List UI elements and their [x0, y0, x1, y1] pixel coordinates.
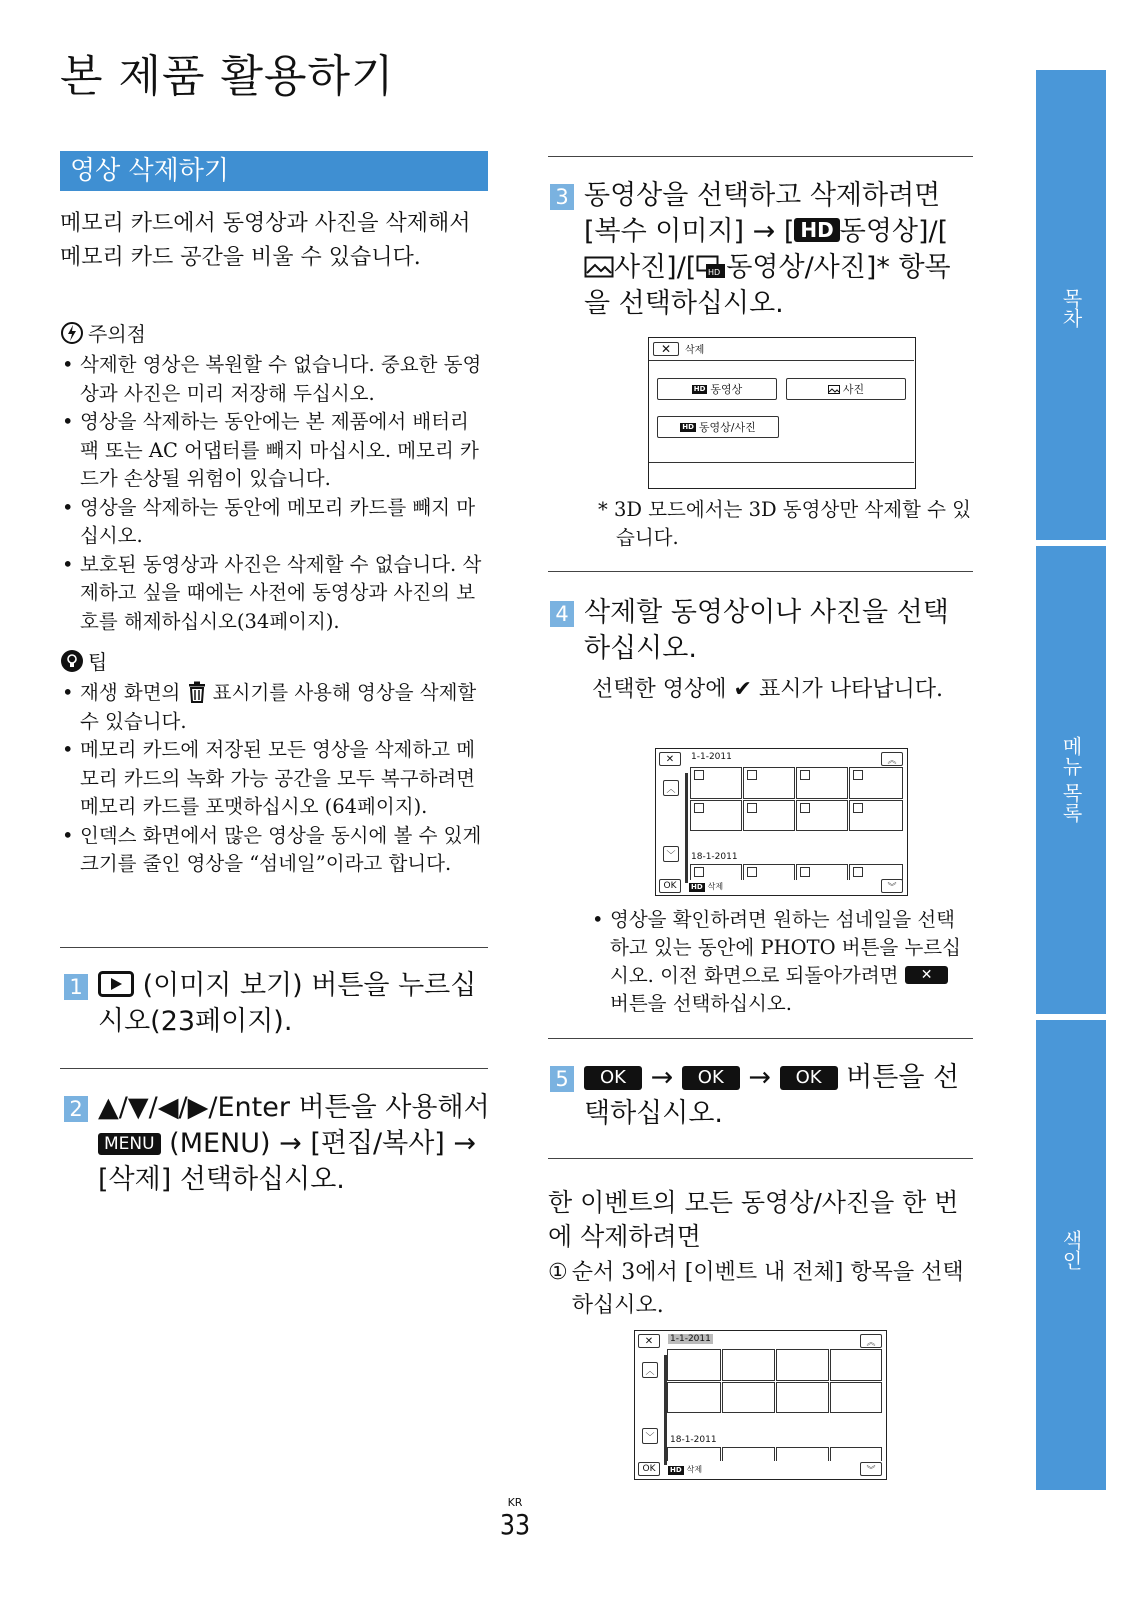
scroll-up-button[interactable]: ︿: [663, 780, 679, 796]
step-1: [64, 968, 490, 1040]
hd-icon: HD: [794, 218, 839, 242]
page-number: 33: [499, 1508, 531, 1541]
thumbnail[interactable]: [849, 767, 903, 799]
step-3: [550, 178, 974, 322]
divider: [60, 947, 488, 948]
tab-label: 색인: [1059, 1230, 1083, 1270]
thumbnail[interactable]: [796, 864, 848, 880]
thumbnail[interactable]: [667, 1447, 721, 1461]
step-4: [550, 595, 974, 667]
divider: [649, 462, 914, 463]
divider: [548, 1038, 973, 1039]
tab-label: 메뉴 목록: [1059, 736, 1083, 823]
thumbnail[interactable]: [776, 1349, 829, 1381]
thumbnail[interactable]: [743, 800, 795, 831]
language-code: KR: [507, 1496, 523, 1509]
thumbnail[interactable]: [743, 767, 795, 799]
caution-icon: [60, 321, 84, 345]
divider: [548, 1158, 973, 1159]
playback-icon[interactable]: [98, 971, 134, 997]
delete-label: HD 삭제: [670, 1465, 703, 1474]
delete-label: HD 삭제: [691, 882, 724, 891]
movie-photo-icon: [696, 255, 726, 279]
caution-heading-label: 주의점: [88, 322, 146, 346]
step-number: 5: [550, 1066, 574, 1092]
divider: [649, 360, 914, 361]
tip-heading: [60, 646, 492, 675]
close-chip: ✕: [905, 966, 949, 984]
tab-contents[interactable]: [1036, 70, 1106, 540]
ok-button[interactable]: OK: [659, 879, 681, 893]
scroll-up-button[interactable]: ︿: [642, 1362, 658, 1378]
tip-block: [60, 646, 492, 879]
step-number: 3: [550, 184, 574, 210]
divider: [548, 156, 973, 157]
list-item: • 영상을 삭제하는 동안에는 본 제품에서 배터리 팩 또는 AC 어댑터를 빼지 마십시오. 메모리 카드가 손상될 위험이 있습니다.: [60, 408, 492, 494]
thumbnail[interactable]: [667, 1349, 721, 1381]
close-button[interactable]: ✕: [659, 752, 681, 766]
ok-chip: OK: [584, 1066, 642, 1090]
step-number: 1: [64, 974, 88, 1000]
step-5: [550, 1060, 974, 1132]
date-label: 1-1-2011: [670, 1334, 711, 1344]
trash-icon: [187, 681, 207, 703]
step-4-note: [590, 906, 965, 1018]
tab-label: 목차: [1059, 288, 1083, 328]
index-screen: [655, 748, 908, 896]
event-section-title: 한 이벤트의 모든 동영상/사진을 한 번에 삭제하려면: [548, 1188, 959, 1251]
thumbnail[interactable]: [690, 767, 742, 799]
thumbnail[interactable]: [796, 800, 848, 831]
scrollbar[interactable]: [685, 773, 688, 883]
step-text: 삭제할 동영상이나 사진을 선택하십시오.: [584, 597, 949, 664]
tip-heading-label: 팁: [88, 650, 108, 674]
ok-chip: OK: [780, 1066, 838, 1090]
list-item: • 영상을 확인하려면 원하는 섬네일을 선택하고 있는 동안에 PHOTO 버튼을 누르십시오. 이전 화면으로 되돌아가려면 ✕ 버튼을 선택하십시오.: [590, 906, 965, 1018]
thumbnail[interactable]: [830, 1349, 882, 1381]
thumbnail[interactable]: [722, 1349, 775, 1381]
thumbnail[interactable]: [796, 767, 848, 799]
thumbnail[interactable]: [849, 800, 903, 831]
list-item: • 영상을 삭제하는 동안에 메모리 카드를 빼지 마십시오.: [60, 494, 492, 551]
step-4-subtext: 선택한 영상에 ✔ 표시가 나타납니다.: [592, 677, 943, 702]
list-item: • 메모리 카드에 저장된 모든 영상을 삭제하고 메모리 카드의 녹화 가능 공간을 모두 복구하려면 메모리 카드를 포맷하십시오 (64페이지).: [60, 736, 492, 822]
divider: [60, 1068, 488, 1069]
thumbnail[interactable]: [690, 800, 742, 831]
step-number: 2: [64, 1096, 88, 1122]
intro-text: 메모리 카드에서 동영상과 사진을 삭제해서 메모리 카드 공간을 비울 수 있습니다.: [60, 211, 471, 270]
tab-menu-list[interactable]: [1036, 546, 1106, 1014]
menu-button-chip: MENU: [98, 1133, 161, 1155]
tip-list: [60, 679, 492, 879]
screen-title: 삭제: [685, 345, 705, 356]
scroll-down-button[interactable]: ﹀: [642, 1428, 658, 1444]
check-icon: ✔: [733, 677, 752, 702]
thumbnail[interactable]: [830, 1382, 882, 1413]
arrow: →: [748, 1062, 771, 1093]
thumbnail[interactable]: [722, 1447, 775, 1461]
thumbnail[interactable]: [743, 864, 795, 880]
event-index-screen: [634, 1330, 887, 1480]
date-label: 18-1-2011: [670, 1435, 717, 1445]
ok-button[interactable]: OK: [638, 1462, 660, 1476]
svg-text:HD: HD: [708, 268, 721, 277]
event-step-text: 순서 3에서 [이벤트 내 전체] 항목을 선택하십시오.: [571, 1260, 964, 1318]
step-text: (이미지 보기) 버튼을 누르십시오(23페이지).: [98, 970, 477, 1037]
caution-list: [60, 351, 492, 636]
thumbnail[interactable]: [776, 1447, 829, 1461]
step-text: 동영상을 선택하고 삭제하려면 [복수 이미지] → [ HD 동영상]/[사진]/[ HD 동영상/사진]* 항목을 선택하십시오.: [584, 180, 951, 319]
page-title: 본 제품 활용하기: [60, 51, 395, 102]
photo-button[interactable]: 사진: [786, 378, 906, 400]
photo-icon: [828, 385, 840, 394]
date-label: 18-1-2011: [691, 852, 738, 862]
caution-heading: [60, 318, 492, 347]
step-text: ▲/▼/◀/▶/Enter 버튼을 사용해서 MENU (MENU) → [편집/복사] → [삭제] 선택하십시오.: [98, 1092, 490, 1195]
thumbnail[interactable]: [830, 1447, 882, 1461]
list-item: • 재생 화면의 표시기를 사용해 영상을 삭제할 수 있습니다.: [60, 679, 492, 736]
movie-photo-button[interactable]: HD 동영상/사진: [657, 416, 779, 438]
arrow: →: [650, 1062, 674, 1093]
close-button[interactable]: ✕: [638, 1334, 660, 1348]
scroll-up-double-button[interactable]: ︽: [881, 752, 903, 766]
circled-number: ①: [548, 1260, 568, 1285]
scroll-down-double-button[interactable]: ︾: [860, 1462, 882, 1476]
delete-screen: [648, 337, 916, 489]
step-2: [64, 1090, 490, 1198]
scroll-down-button[interactable]: ﹀: [663, 846, 679, 862]
photo-icon: [584, 256, 614, 278]
list-item: • 인덱스 화면에서 많은 영상을 동시에 볼 수 있게 크기를 줄인 영상을 “섬네일”이라고 합니다.: [60, 822, 492, 879]
lightbulb-icon: [60, 649, 84, 673]
list-item: • 보호된 동영상과 사진은 삭제할 수 없습니다. 삭제하고 싶을 때에는 사전에 동영상과 사진의 보호를 해제하십시오(34페이지).: [60, 551, 492, 637]
movie-button[interactable]: HD 동영상: [657, 378, 777, 400]
thumbnail[interactable]: [776, 1382, 829, 1413]
step-text: OK → OK → OK 버튼을 선택하십시오.: [584, 1062, 960, 1129]
date-label: 1-1-2011: [691, 752, 732, 762]
thumbnail[interactable]: [722, 1382, 775, 1413]
section-title: 영상 삭제하기: [60, 151, 488, 191]
thumbnail[interactable]: [667, 1382, 721, 1413]
thumbnail[interactable]: [690, 864, 742, 880]
scroll-up-double-button[interactable]: ︽: [860, 1334, 882, 1348]
footnote: * 3D 모드에서는 3D 동영상만 삭제할 수 있습니다.: [598, 498, 971, 549]
caution-block: [60, 318, 492, 636]
event-step: [548, 1256, 968, 1322]
ok-chip: OK: [682, 1066, 740, 1090]
list-item: • 삭제한 영상은 복원할 수 없습니다. 중요한 동영상과 사진은 미리 저장해 두십시오.: [60, 351, 492, 408]
close-button[interactable]: ✕: [653, 342, 679, 356]
step-number: 4: [550, 601, 574, 627]
scroll-down-double-button[interactable]: ︾: [881, 879, 903, 893]
tab-index[interactable]: [1036, 1020, 1106, 1490]
thumbnail[interactable]: [849, 864, 903, 880]
divider: [548, 571, 973, 572]
